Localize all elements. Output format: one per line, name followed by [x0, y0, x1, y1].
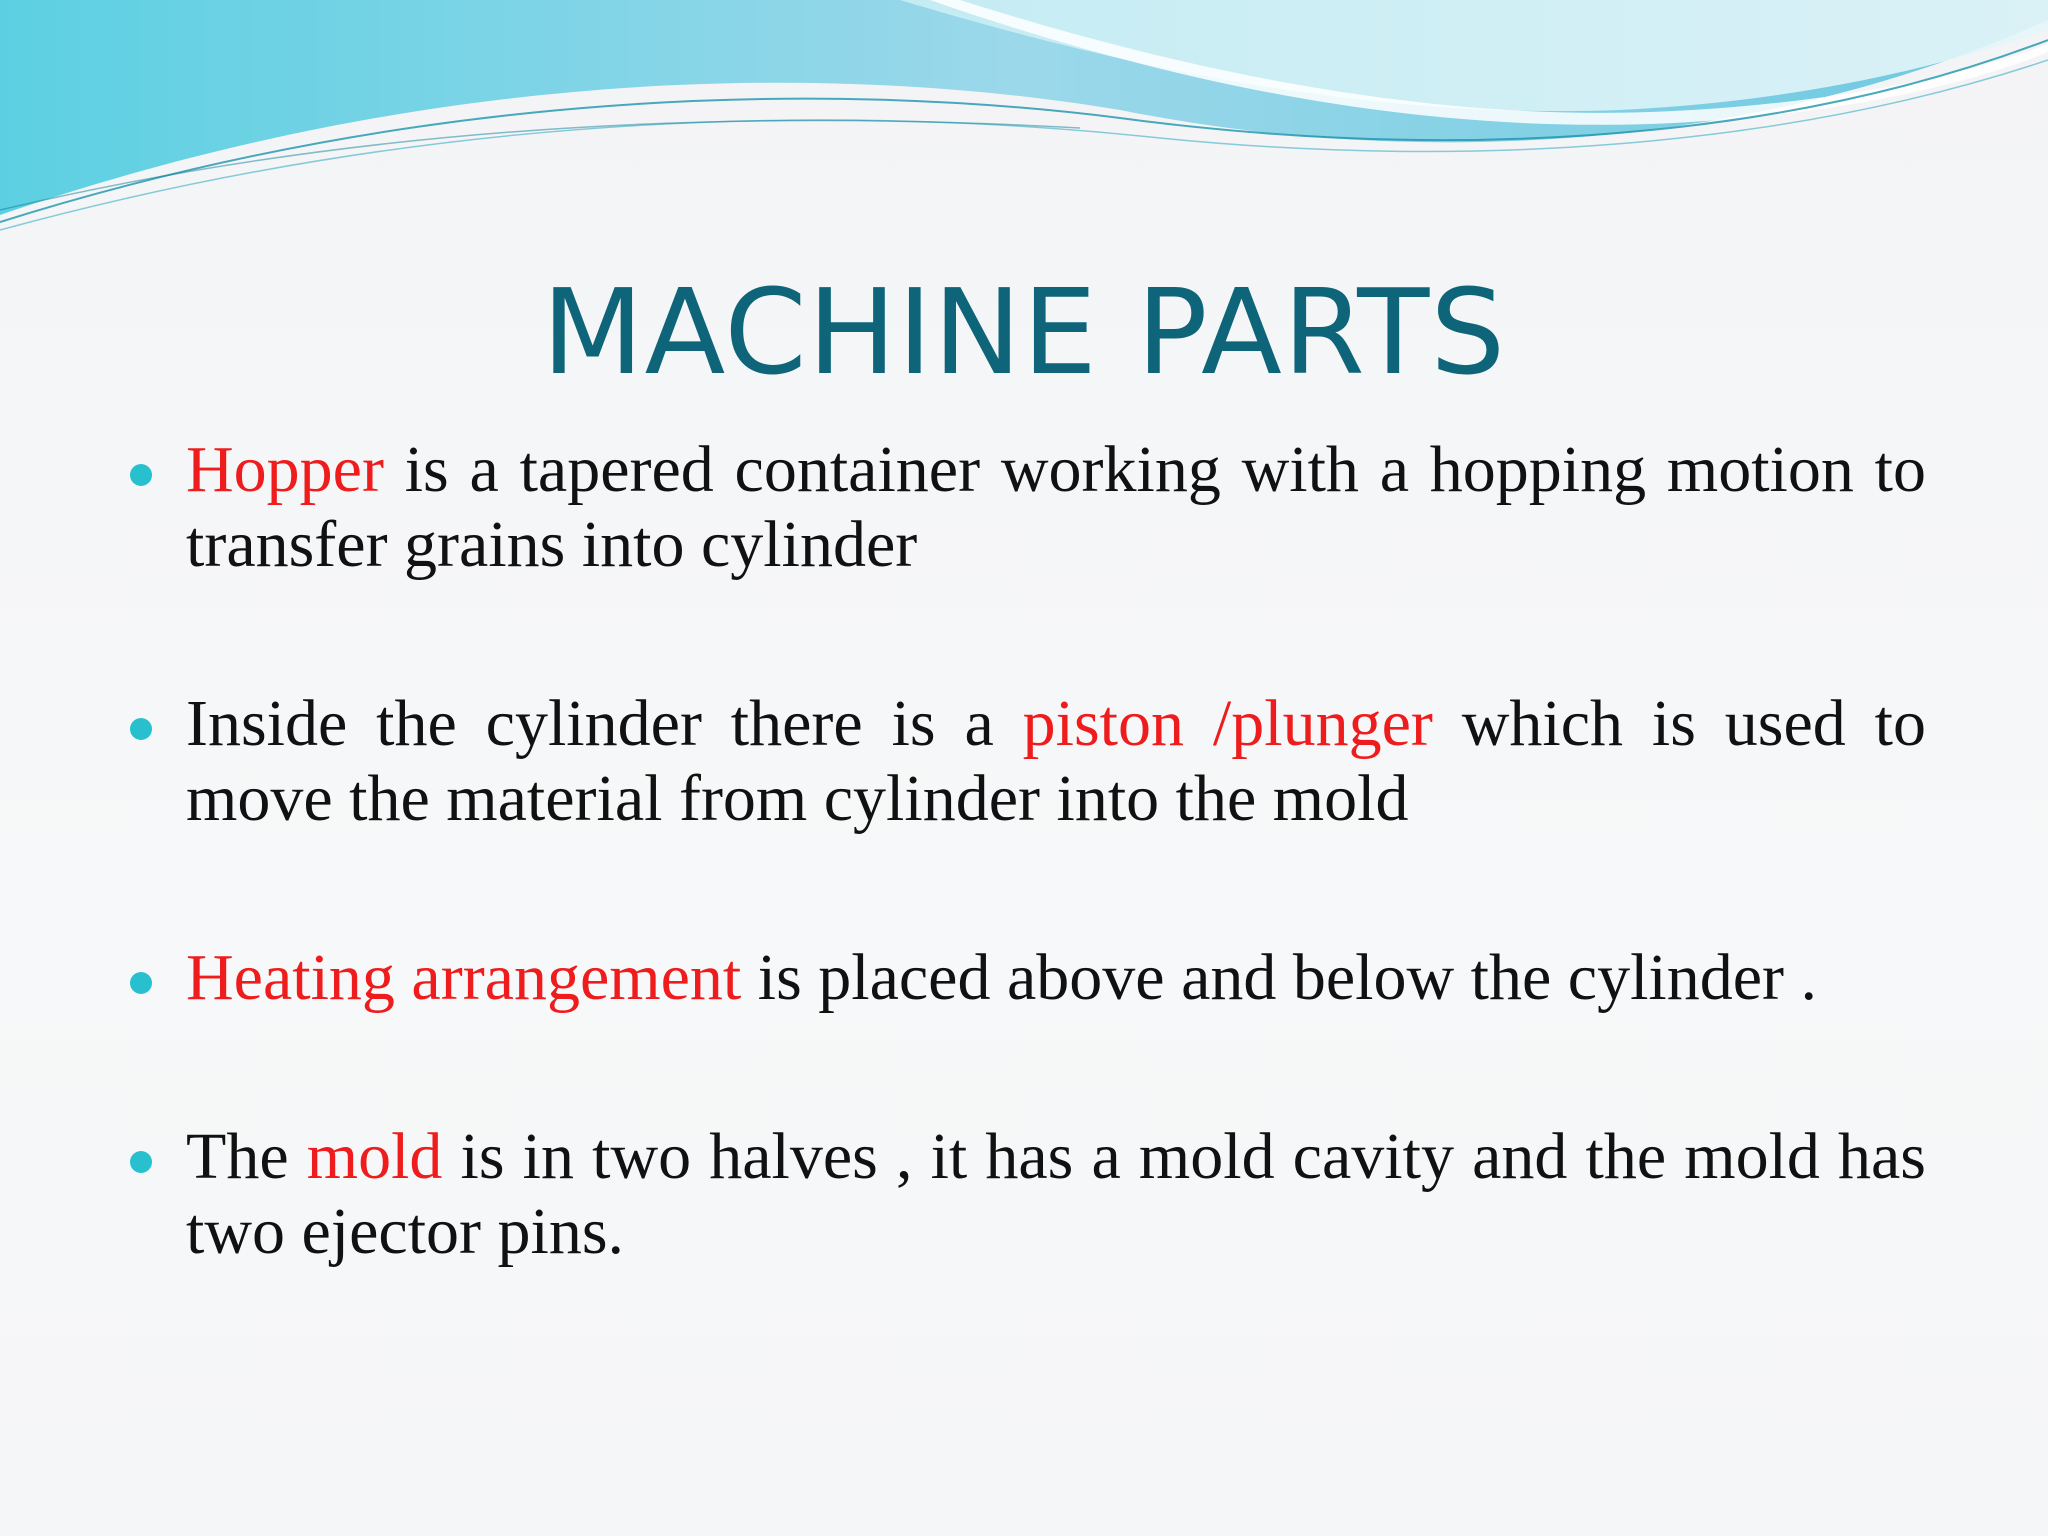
bullet-dot-icon	[130, 464, 152, 486]
bullet-item-mold	[130, 1119, 1926, 1269]
bullet-dot-icon	[130, 718, 152, 740]
bullet-dot-icon	[130, 1151, 152, 1173]
header-wave-decoration	[0, 0, 2048, 240]
bullet-item-heating	[130, 940, 1926, 1015]
bullet-text-after: which is used to move the material from cylinder into the mold	[186, 687, 1926, 835]
highlight-term-piston: piston /plunger	[1022, 687, 1433, 760]
bullet-text-after: is in two halves , it has a mold cavity and the mold has two ejector pins.	[186, 1120, 1926, 1268]
bullet-text-before: Inside the cylinder there is a	[186, 687, 1023, 760]
bullet-dot-icon	[130, 972, 152, 994]
highlight-term-mold: mold	[306, 1120, 443, 1193]
bullet-list	[130, 432, 1926, 1269]
bullet-item-hopper	[130, 432, 1926, 582]
bullet-item-piston	[130, 686, 1926, 836]
slide-title: MACHINE PARTS	[541, 263, 1507, 401]
bullet-text-before: The	[186, 1120, 307, 1193]
highlight-term-heating: Heating arrangement	[186, 941, 742, 1014]
highlight-term-hopper: Hopper	[186, 433, 384, 506]
bullet-text-after: is a tapered container working with a hopping motion to transfer grains into cylinder	[186, 433, 1926, 581]
bullet-text-after: is placed above and below the cylinder .	[741, 941, 1818, 1014]
